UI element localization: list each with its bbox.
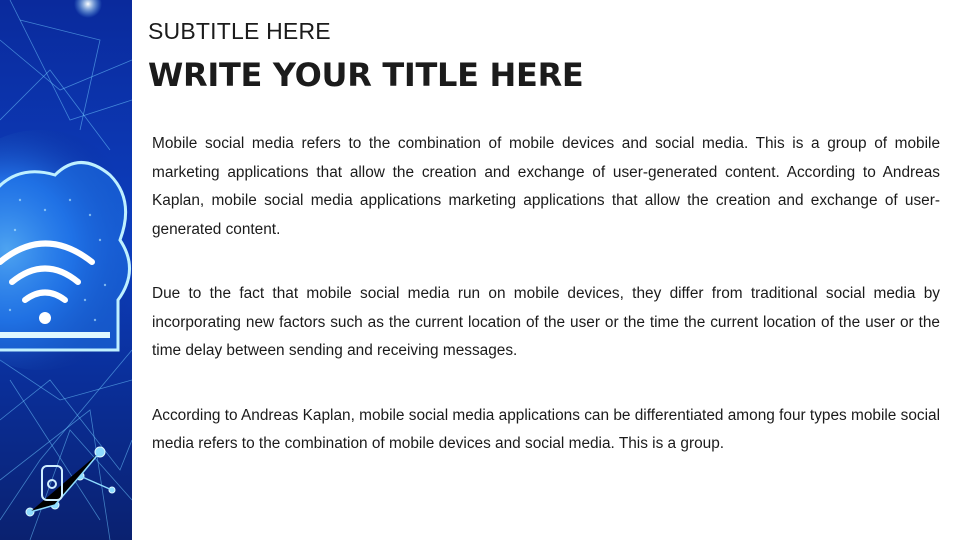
content-area (148, 0, 940, 540)
slide-subtitle: SUBTITLE HERE (148, 18, 331, 44)
body-paragraph-2: Due to the fact that mobile social media run on mobile devices, they differ from traditional social media by incorporating new factors such as the current location of the user or the time the current location of the user or the time delay between sending and receiving messages. (152, 285, 940, 359)
cloud-wifi-network-icon (0, 0, 132, 540)
slide-title: WRITE YOUR TITLE HERE (148, 56, 584, 94)
cloud-network-image (0, 0, 132, 540)
body-paragraph-3: According to Andreas Kaplan, mobile social media applications can be differentiated among four types mobile social media refers to the combination of mobile devices and social media. This is a group. (152, 406, 940, 452)
body-text (152, 130, 940, 495)
body-paragraph-1: Mobile social media refers to the combination of mobile devices and social media. This is a group of mobile marketing applications that allow the creation and exchange of user-generated content. According to Andreas Kaplan, mobile social media applications marketing applications that allow the creation and exchange of user-generated content. (152, 135, 940, 238)
